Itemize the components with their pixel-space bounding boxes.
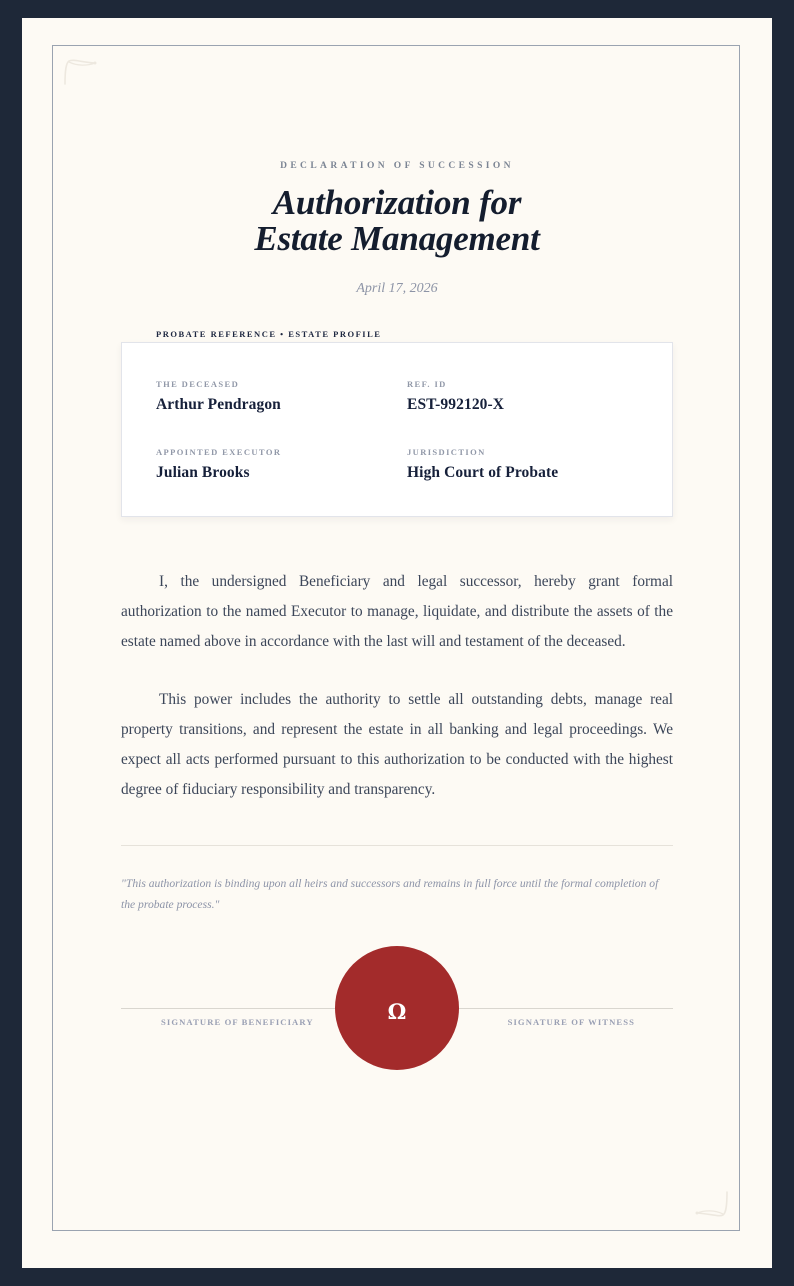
field-value: Julian Brooks xyxy=(156,464,250,482)
page-title xyxy=(53,185,740,258)
body-paragraph-1: I, the undersigned Beneficiary and legal successor, hereby grant formal authorization to the named Executor to manage, liquidate, and distribute the assets of the estate named above in accordance with the last will and testament of the deceased. xyxy=(121,573,673,651)
estate-profile-grid xyxy=(156,379,638,482)
body-paragraph-2: This power includes the authority to settle all outstanding debts, manage real property transitions, and represent the estate in all banking and legal proceedings. We expect all acts performed pursuant to this authorization to be conducted with the highest degree of fiduciary responsibility and transparency. xyxy=(121,691,673,799)
field-value: EST-992120-X xyxy=(407,396,505,414)
signature-label-witness: SIGNATURE OF WITNESS xyxy=(507,1017,635,1028)
field-label: THE DECEASED xyxy=(156,379,240,390)
field-value: Arthur Pendragon xyxy=(156,396,281,414)
signature-label-beneficiary: SIGNATURE OF BENEFICIARY xyxy=(161,1017,314,1028)
field-jurisdiction xyxy=(407,447,638,482)
official-seal-icon xyxy=(335,946,459,1070)
field-the-deceased xyxy=(156,379,387,414)
signature-section xyxy=(121,998,673,1094)
document-page xyxy=(22,18,772,1268)
field-label: JURISDICTION xyxy=(407,447,486,458)
document-body xyxy=(121,567,673,805)
estate-profile-section xyxy=(121,329,673,517)
document-eyebrow: DECLARATION OF SUCCESSION xyxy=(280,161,514,171)
field-value: High Court of Probate xyxy=(407,464,559,482)
document-date: April 17, 2026 xyxy=(356,281,438,297)
field-label: REF. ID xyxy=(407,379,447,390)
seal-omega-glyph: Ω xyxy=(387,998,407,1024)
binding-note: "This authorization is binding upon all heirs and successors and remains in full force until the formal completion of the probate process." xyxy=(121,877,659,912)
estate-profile-card xyxy=(121,342,673,517)
estate-profile-label: PROBATE REFERENCE • ESTATE PROFILE xyxy=(156,329,382,340)
corner-flourish-icon xyxy=(685,1176,731,1222)
field-label: APPOINTED EXECUTOR xyxy=(156,447,282,458)
document-inner-frame xyxy=(52,45,740,1231)
field-appointed-executor xyxy=(156,447,387,482)
page-title-line-1: Authorization for xyxy=(272,183,522,222)
section-divider xyxy=(121,845,673,846)
field-ref-id xyxy=(407,379,638,414)
document-content xyxy=(53,46,740,1094)
page-title-line-2: Estate Management xyxy=(254,219,540,259)
